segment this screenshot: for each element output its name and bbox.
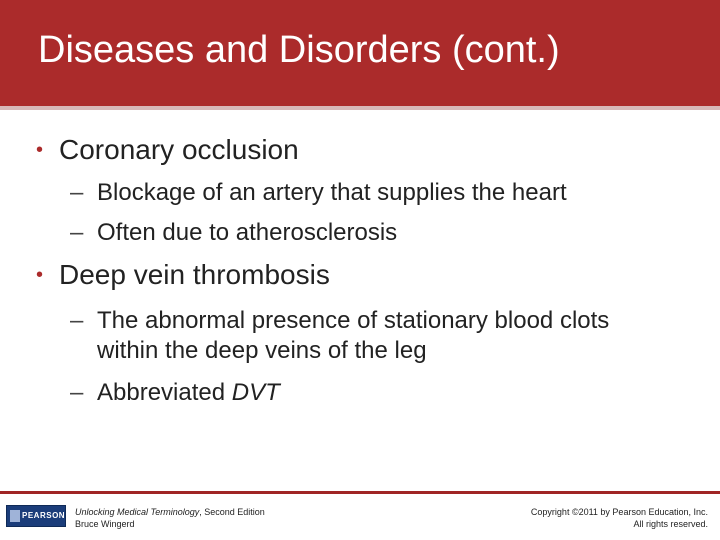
sub-bullet xyxy=(70,218,690,248)
abbreviation: DVT xyxy=(231,379,280,406)
footer-book-info xyxy=(75,506,265,530)
title-bar xyxy=(0,0,720,106)
dash-icon: – xyxy=(70,307,84,334)
title-divider xyxy=(0,106,720,110)
pearson-wordmark: PEARSON xyxy=(22,511,66,520)
footer-book-line xyxy=(75,506,265,518)
sub-bullet-text: Often due to atherosclerosis xyxy=(97,219,398,246)
sub-bullet-text: Abbreviated DVT xyxy=(97,379,280,406)
sub-bullet-text: Blockage of an artery that supplies the heart xyxy=(97,179,567,206)
copyright-text: Copyright ©2011 by Pearson Education, Inc. xyxy=(530,507,708,517)
bullet-dot-icon: • xyxy=(36,264,44,286)
footer-copyright xyxy=(531,506,708,530)
dash-icon: – xyxy=(70,219,84,246)
footer-divider xyxy=(0,491,720,494)
sub-bullet xyxy=(70,178,690,208)
sub-bullet-text: The abnormal presence of stationary blood clots within the deep veins of the leg xyxy=(97,307,610,364)
sub-bullet xyxy=(70,306,645,366)
sub-bullet xyxy=(70,378,690,408)
footer-author: Bruce Wingerd xyxy=(75,519,135,529)
slide-title: Diseases and Disorders (cont.) xyxy=(38,29,560,71)
bullet-label: Coronary occlusion xyxy=(59,134,299,165)
bullet-label: Deep vein thrombosis xyxy=(59,259,330,290)
book-title: Unlocking Medical Terminology xyxy=(75,507,200,517)
dash-icon: – xyxy=(70,379,84,406)
bullet-deep-vein-thrombosis xyxy=(36,259,330,291)
rights-text: All rights reserved. xyxy=(633,519,708,529)
pearson-logo xyxy=(6,505,66,527)
dash-icon: – xyxy=(70,179,84,206)
book-edition: , Second Edition xyxy=(199,507,265,517)
pearson-mark-icon xyxy=(10,510,20,522)
bullet-coronary-occlusion xyxy=(36,134,299,166)
bullet-dot-icon: • xyxy=(36,139,44,161)
